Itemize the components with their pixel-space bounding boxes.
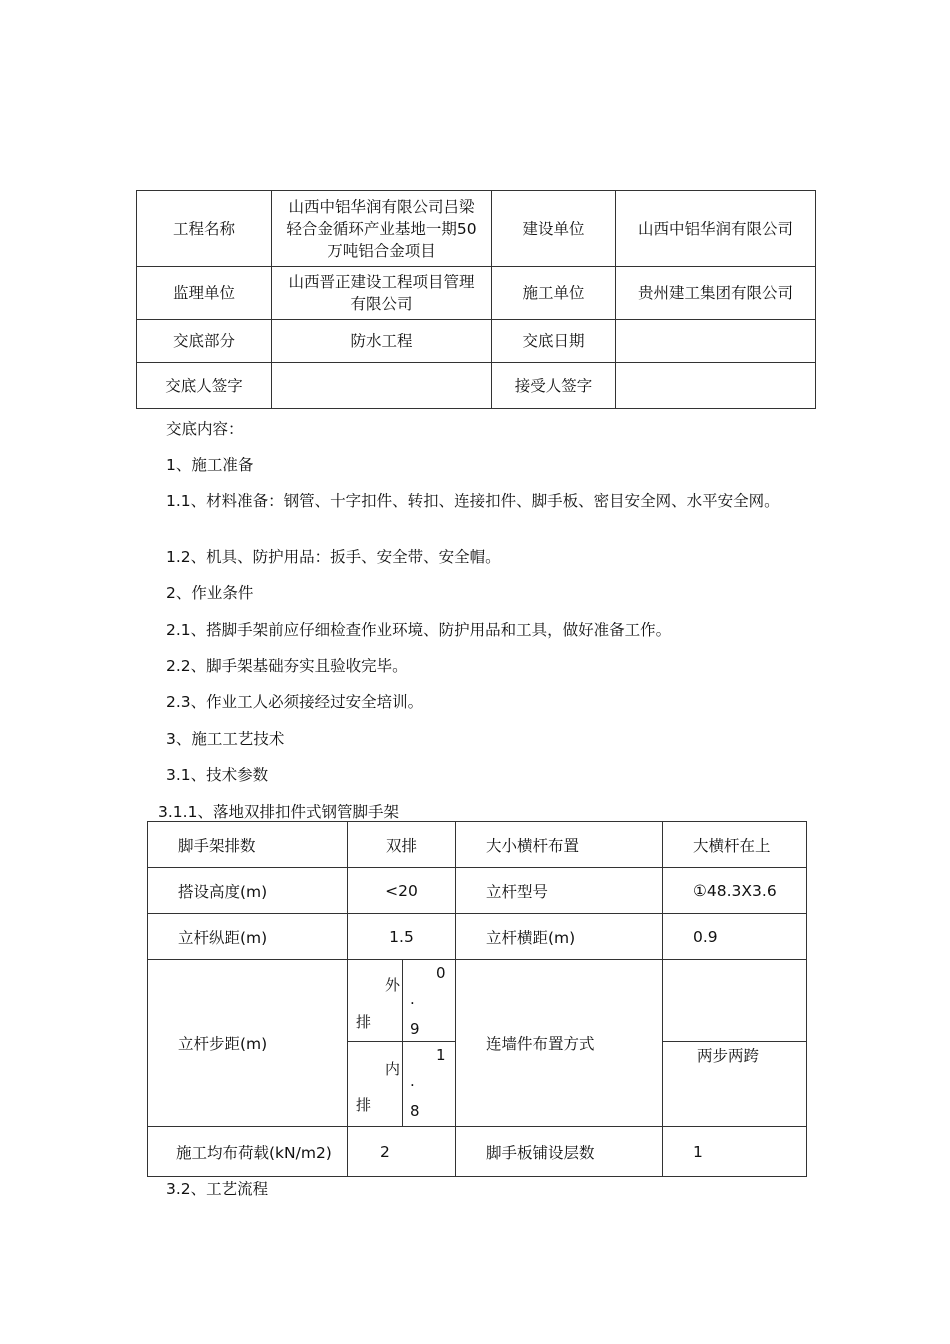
trans-spacing-value: 0.9 bbox=[663, 914, 807, 960]
rows-value: 双排 bbox=[348, 822, 456, 868]
builder-label: 建设单位 bbox=[492, 191, 616, 267]
date-label: 交底日期 bbox=[492, 320, 616, 363]
inner-value-2: . bbox=[410, 1072, 415, 1090]
project-name-label: 工程名称 bbox=[137, 191, 272, 267]
supervisor-value bbox=[272, 267, 492, 320]
trans-spacing-label: 立杆横距(m) bbox=[456, 914, 663, 960]
section-1-2: 1.2、机具、防护用品：扳手、安全带、安全帽。 bbox=[166, 548, 501, 566]
inner-char-1: 内 bbox=[385, 1060, 401, 1078]
inner-value-3: 8 bbox=[410, 1102, 420, 1120]
outer-value-2: . bbox=[410, 990, 415, 1008]
section-2-3: 2.3、作业工人必须接经过安全培训。 bbox=[166, 693, 424, 711]
project-name-line-1: 山西中铝华润有限公司吕梁 bbox=[288, 197, 475, 216]
height-value: <20 bbox=[348, 868, 456, 914]
content-heading: 交底内容： bbox=[166, 420, 244, 438]
long-spacing-value: 1.5 bbox=[348, 914, 456, 960]
giver-sign-label: 交底人签字 bbox=[137, 363, 272, 409]
tie-label: 连墙件布置方式 bbox=[456, 960, 663, 1127]
pole-type-value: ①48.3X3.6 bbox=[663, 868, 807, 914]
tie-value: 两步两跨 bbox=[697, 1047, 760, 1065]
section-2-1: 2.1、搭脚手架前应仔细检查作业环境、防护用品和工具，做好准备工作。 bbox=[166, 621, 672, 639]
section-3-1: 3.1、技术参数 bbox=[166, 766, 269, 784]
board-value: 1 bbox=[663, 1127, 807, 1177]
inner-value-1: 1 bbox=[436, 1046, 446, 1064]
outer-value-3: 9 bbox=[410, 1020, 420, 1038]
project-name-value bbox=[272, 191, 492, 267]
receiver-sign-value bbox=[616, 363, 816, 409]
section-2-2: 2.2、脚手架基础夯实且验收完毕。 bbox=[166, 657, 408, 675]
section-3-heading: 3、施工工艺技术 bbox=[166, 730, 285, 748]
rows-label: 脚手架排数 bbox=[148, 822, 348, 868]
board-label: 脚手板铺设层数 bbox=[456, 1127, 663, 1177]
crossbar-label: 大小横杆布置 bbox=[456, 822, 663, 868]
section-1-1: 1.1、材料准备：钢管、十字扣件、转扣、连接扣件、脚手板、密目安全网、水平安全网。 bbox=[166, 492, 780, 510]
section-3-1-1: 3.1.1、落地双排扣件式钢管脚手架 bbox=[158, 803, 399, 821]
step-values-cell bbox=[348, 960, 456, 1127]
outer-char-1: 外 bbox=[385, 976, 401, 994]
supervisor-line-1: 山西晋正建设工程项目管理 bbox=[288, 273, 475, 291]
pole-type-label: 立杆型号 bbox=[456, 868, 663, 914]
section-3-2: 3.2、工艺流程 bbox=[166, 1180, 269, 1198]
height-label: 搭设高度(m) bbox=[148, 868, 348, 914]
scaffold-parameters-table bbox=[147, 821, 807, 1177]
inner-char-2: 排 bbox=[356, 1096, 372, 1114]
section-2-heading: 2、作业条件 bbox=[166, 584, 254, 602]
builder-value: 山西中铝华润有限公司 bbox=[616, 191, 816, 267]
part-label: 交底部分 bbox=[137, 320, 272, 363]
supervisor-line-2: 有限公司 bbox=[350, 295, 413, 313]
long-spacing-label: 立杆纵距(m) bbox=[148, 914, 348, 960]
receiver-sign-label: 接受人签字 bbox=[492, 363, 616, 409]
load-value: 2 bbox=[348, 1127, 456, 1177]
date-value bbox=[616, 320, 816, 363]
contractor-label: 施工单位 bbox=[492, 267, 616, 320]
crossbar-value: 大横杆在上 bbox=[663, 822, 807, 868]
outer-value-1: 0 bbox=[436, 964, 446, 982]
section-1-heading: 1、施工准备 bbox=[166, 456, 254, 474]
supervisor-label: 监理单位 bbox=[137, 267, 272, 320]
giver-sign-value bbox=[272, 363, 492, 409]
load-label: 施工均布荷载(kN/m2) bbox=[148, 1127, 348, 1177]
step-label: 立杆步距(m) bbox=[148, 960, 348, 1127]
part-value: 防水工程 bbox=[272, 320, 492, 363]
contractor-value: 贵州建工集团有限公司 bbox=[616, 267, 816, 320]
project-name-line-3: 万吨铝合金项目 bbox=[327, 241, 436, 260]
project-name-line-2: 轻合金循环产业基地一期50 bbox=[286, 219, 477, 238]
outer-char-2: 排 bbox=[356, 1013, 372, 1031]
project-info-table bbox=[136, 190, 816, 409]
tie-value-cell bbox=[663, 960, 807, 1127]
